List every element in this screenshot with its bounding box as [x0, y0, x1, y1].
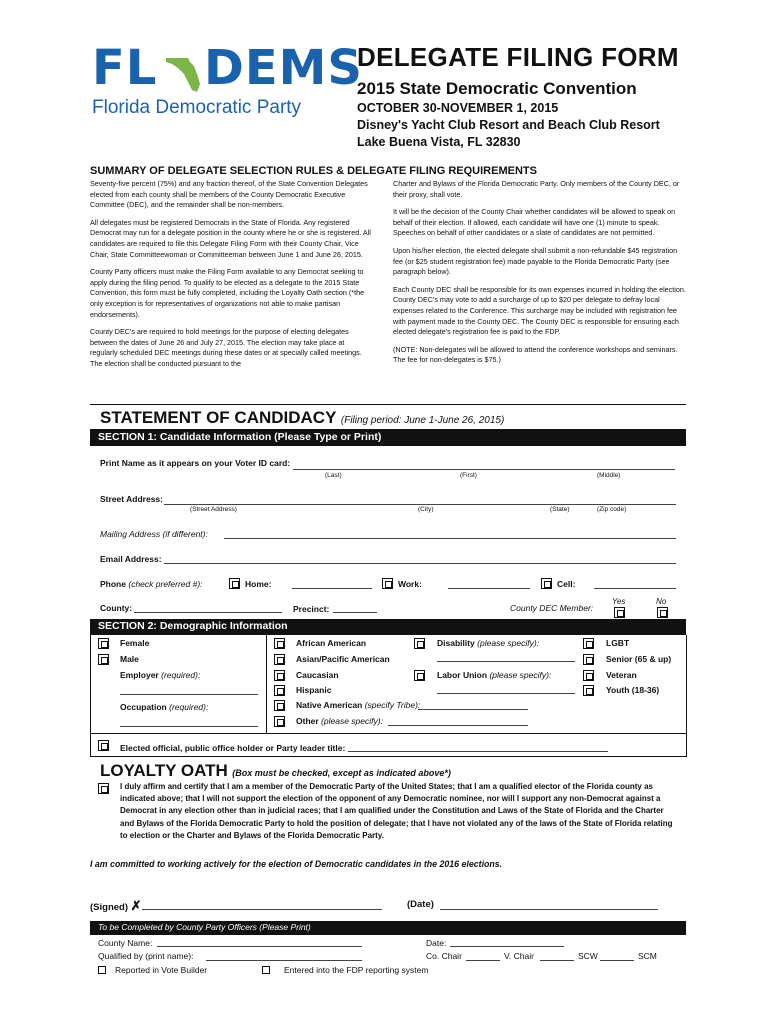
work-phone-field[interactable] — [448, 588, 530, 589]
oath-title: LOYALTY OATH — [100, 761, 228, 780]
home-phone-field[interactable] — [292, 588, 372, 589]
county-field[interactable] — [134, 612, 282, 613]
first-caption: (First) — [460, 472, 477, 479]
phone-label: Phone (check preferred #): — [100, 579, 203, 589]
disability-checkbox[interactable] — [414, 638, 425, 649]
summary-left-column — [90, 179, 373, 377]
native-american-label: Native American (specify Tribe): — [296, 700, 421, 710]
summary-title: SUMMARY OF DELEGATE SELECTION RULES & DELEGATE FILING REQUIREMENTS — [90, 165, 537, 177]
print-name-field[interactable] — [293, 469, 675, 470]
asian-pacific-label: Asian/Pacific American — [296, 654, 390, 664]
summary-paragraph: Charter and Bylaws of the Florida Democratic Party. Only members of the County DEC, or their proxy, shall vote. — [393, 179, 680, 199]
divider — [90, 404, 686, 405]
disability-field[interactable] — [437, 661, 575, 662]
work-phone-checkbox[interactable] — [382, 578, 393, 589]
occupation-field[interactable] — [120, 726, 258, 727]
occupation-label: Occupation (required): — [120, 702, 209, 712]
street-label: Street Address: — [100, 494, 163, 504]
caucasian-label: Caucasian — [296, 670, 339, 680]
fdp-system-checkbox[interactable] — [262, 966, 270, 974]
commitment-statement: I am committed to working actively for the election of Democratic candidates in the 2016 elections. — [90, 859, 503, 869]
female-label: Female — [120, 638, 150, 648]
yes-label: Yes — [612, 597, 626, 606]
senior-label: Senior (65 & up) — [606, 654, 672, 664]
scm-label: SCM — [638, 951, 657, 961]
section1-bar: SECTION 1: Candidate Information (Please Type or Print) — [90, 429, 686, 446]
county-name-label: County Name: — [98, 938, 153, 948]
work-label: Work: — [398, 579, 422, 589]
v-chair-label: V. Chair — [504, 951, 534, 961]
labor-union-field[interactable] — [437, 693, 575, 694]
filing-period: (Filing period: June 1-June 26, 2015) — [340, 415, 505, 426]
mailing-field[interactable] — [224, 538, 676, 539]
section2-frame — [90, 635, 687, 733]
city-caption: (City) — [418, 506, 434, 513]
fdp-system-label: Entered into the FDP reporting system — [284, 965, 429, 975]
hispanic-checkbox[interactable] — [274, 685, 285, 696]
print-name-label: Print Name as it appears on your Voter ID card: — [100, 458, 291, 468]
middle-caption: (Middle) — [597, 472, 621, 479]
summary-right-column — [393, 179, 686, 373]
co-chair-label: Co. Chair — [426, 951, 462, 961]
elected-official-checkbox[interactable] — [98, 740, 109, 751]
other-race-checkbox[interactable] — [274, 716, 285, 727]
native-american-checkbox[interactable] — [274, 700, 285, 711]
home-phone-checkbox[interactable] — [229, 578, 240, 589]
oath-note: (Box must be checked, except as indicated above*) — [232, 768, 451, 778]
last-caption: (Last) — [325, 472, 342, 479]
summary-paragraph: (NOTE: Non-delegates will be allowed to attend the conference workshops and seminars. The fee for non-delegates is $75.) — [393, 344, 678, 365]
dec-yes-checkbox[interactable] — [614, 607, 625, 618]
oath-heading — [100, 761, 451, 781]
precinct-label: Precinct: — [293, 604, 330, 614]
scw-label: SCW — [578, 951, 598, 961]
summary-paragraph: It will be the decision of the County Chair whether candidates will be allowed to speak on behalf of their election. If allowed, each candidate will have one (1) minute to speak. Speeches on behalf of other candidates or a slate of candidates are not permitted. — [393, 207, 676, 238]
convention-title: 2015 State Democratic Convention — [357, 79, 637, 98]
logo-dems: DEMS — [204, 40, 363, 96]
precinct-field[interactable] — [333, 612, 377, 613]
convention-city: Lake Buena Vista, FL 32830 — [357, 135, 521, 149]
employer-field[interactable] — [120, 694, 258, 695]
african-american-label: African American — [296, 638, 367, 648]
summary-paragraph: Seventy-five percent (75%) and any fraction thereof, of the State Convention Delegates elected from each county shall be members of the County Democratic Executive Committee (DEC), and the remainder shall be non-members. — [90, 179, 368, 210]
elected-official-field[interactable] — [348, 751, 608, 752]
qualified-by-field[interactable] — [206, 960, 362, 961]
street-field[interactable] — [164, 504, 676, 505]
elected-official-label: Elected official, public office holder or Party leader title: — [120, 743, 346, 753]
asian-pacific-checkbox[interactable] — [274, 654, 285, 665]
summary-paragraph: County Party officers must make the Filing Form available to any Democrat seeking to apply during the filing period. To qualify to be elected as a delegate to the 2015 State Convention, this form must be fully completed, including the Loyalty Oath section (*the only exception is for representatives of organizations not able to make partisan endorsements). — [90, 267, 365, 319]
vote-builder-label: Reported in Vote Builder — [115, 965, 208, 975]
lgbt-label: LGBT — [606, 638, 630, 648]
street-caption: (Street Address) — [190, 506, 237, 513]
summary-paragraph: County DEC's are required to hold meetings for the purpose of electing delegates between the dates of June 26 and July 27, 2015. The election may take place at regularly scheduled DEC meetings during these dates or at specially called meetings. The election shall be conducted pursuant to the — [90, 327, 362, 368]
county-label: County: — [100, 603, 133, 613]
no-label: No — [656, 597, 667, 606]
caucasian-checkbox[interactable] — [274, 670, 285, 681]
convention-venue: Disney's Yacht Club Resort and Beach Club Resort — [357, 118, 660, 132]
v-chair-field[interactable] — [540, 960, 574, 961]
vote-builder-checkbox[interactable] — [98, 966, 106, 974]
male-checkbox[interactable] — [98, 654, 109, 665]
officer-date-field[interactable] — [450, 946, 564, 947]
section2-divider-1 — [266, 635, 267, 733]
hispanic-label: Hispanic — [296, 685, 332, 695]
state-caption: (State) — [550, 506, 570, 513]
cell-phone-field[interactable] — [594, 588, 676, 589]
youth-label: Youth (18-36) — [606, 685, 660, 695]
dec-no-checkbox[interactable] — [657, 607, 668, 618]
veteran-label: Veteran — [606, 670, 637, 680]
employer-label: Employer (required): — [120, 670, 201, 680]
other-race-label: Other (please specify): — [296, 716, 383, 726]
cell-label: Cell: — [557, 579, 576, 589]
african-american-checkbox[interactable] — [274, 638, 285, 649]
scw-field[interactable] — [600, 960, 634, 961]
tribe-field[interactable] — [418, 709, 528, 710]
date-label: (Date) — [407, 899, 434, 910]
florida-map-icon — [164, 54, 204, 94]
loyalty-oath-checkbox[interactable] — [98, 783, 109, 794]
co-chair-field[interactable] — [466, 960, 500, 961]
date-field[interactable] — [440, 909, 658, 910]
lgbt-checkbox[interactable] — [583, 638, 594, 649]
officers-bar: To be Completed by County Party Officers (Please Print) — [90, 921, 686, 935]
senior-checkbox[interactable] — [583, 654, 594, 665]
summary-paragraph: Each County DEC shall be responsible for its own expenses incurred in holding the election. County DEC's may vote to add a surcharge of up to $20 per delegate to defray local expenses related to the Conference. This surcharge may be included with registration fee with payment made to the County DEC. The County DEC is responsible for ensuring each elected delegate's registration fee is paid to the FDP. — [393, 284, 686, 337]
summary-paragraph: Upon his/her election, the elected delegate shall submit a non-refundable $45 registration fee (or $25 student registration fee) made payable to the Florida Democratic Party (see paragraph below). — [393, 245, 678, 277]
other-race-field[interactable] — [388, 725, 528, 726]
zip-caption: (Zip code) — [597, 506, 627, 513]
logo — [92, 40, 363, 130]
qualified-by-label: Qualified by (print name): — [98, 951, 194, 961]
youth-checkbox[interactable] — [583, 685, 594, 696]
signed-label: (Signed) ✗ — [90, 898, 142, 913]
male-label: Male — [120, 654, 139, 664]
dec-member-label: County DEC Member: — [510, 603, 594, 613]
mailing-label: Mailing Address (if different): — [100, 529, 208, 539]
convention-dates: OCTOBER 30-NOVEMBER 1, 2015 — [357, 101, 559, 115]
form-title: DELEGATE FILING FORM — [357, 42, 679, 72]
officer-date-label: Date: — [426, 938, 447, 948]
labor-union-checkbox[interactable] — [414, 670, 425, 681]
signature-field[interactable] — [142, 909, 382, 910]
oath-text: I duly affirm and certify that I am a member of the Democratic Party of the United States; that I am a qualified elector of the Florida county as indicated above; that I will not support the election of the opponent of any Democratic nominee, nor will I support any non-Democrat against a Democrat in any election other than in judicial races; that I am qualified under the Constitution and Laws of the State of Florida and the Charter and Bylaws of the Florida Democratic Party to hold the position of delegate; that I have not violated any of the laws of the State of Florida relating to election or the Charter and Bylaws of the Florida Democratic Party. — [120, 782, 673, 840]
email-field[interactable] — [164, 563, 676, 564]
candidacy-title: STATEMENT OF CANDIDACY — [100, 408, 337, 427]
disability-label: Disability (please specify): — [437, 638, 540, 648]
candidacy-heading — [100, 408, 504, 428]
county-name-field[interactable] — [157, 946, 362, 947]
female-checkbox[interactable] — [98, 638, 109, 649]
logo-fl: FL — [92, 40, 158, 96]
home-label: Home: — [245, 579, 272, 589]
summary-paragraph: All delegates must be registered Democrats in the State of Florida. Any registered Democrat may run for a delegate position in the county where he or she is registered. All candidates are required to file this Delegate Filing Form with their County Chair, Vice Chair, State Committeewoman or Committeeman between June 1 and June 26, 2015. — [90, 217, 371, 259]
logo-subtitle: Florida Democratic Party — [92, 97, 302, 118]
veteran-checkbox[interactable] — [583, 670, 594, 681]
labor-union-label: Labor Union (please specify): — [437, 670, 552, 680]
section2-bar: SECTION 2: Demographic Information — [90, 619, 686, 635]
cell-phone-checkbox[interactable] — [541, 578, 552, 589]
email-label: Email Address: — [100, 554, 162, 564]
